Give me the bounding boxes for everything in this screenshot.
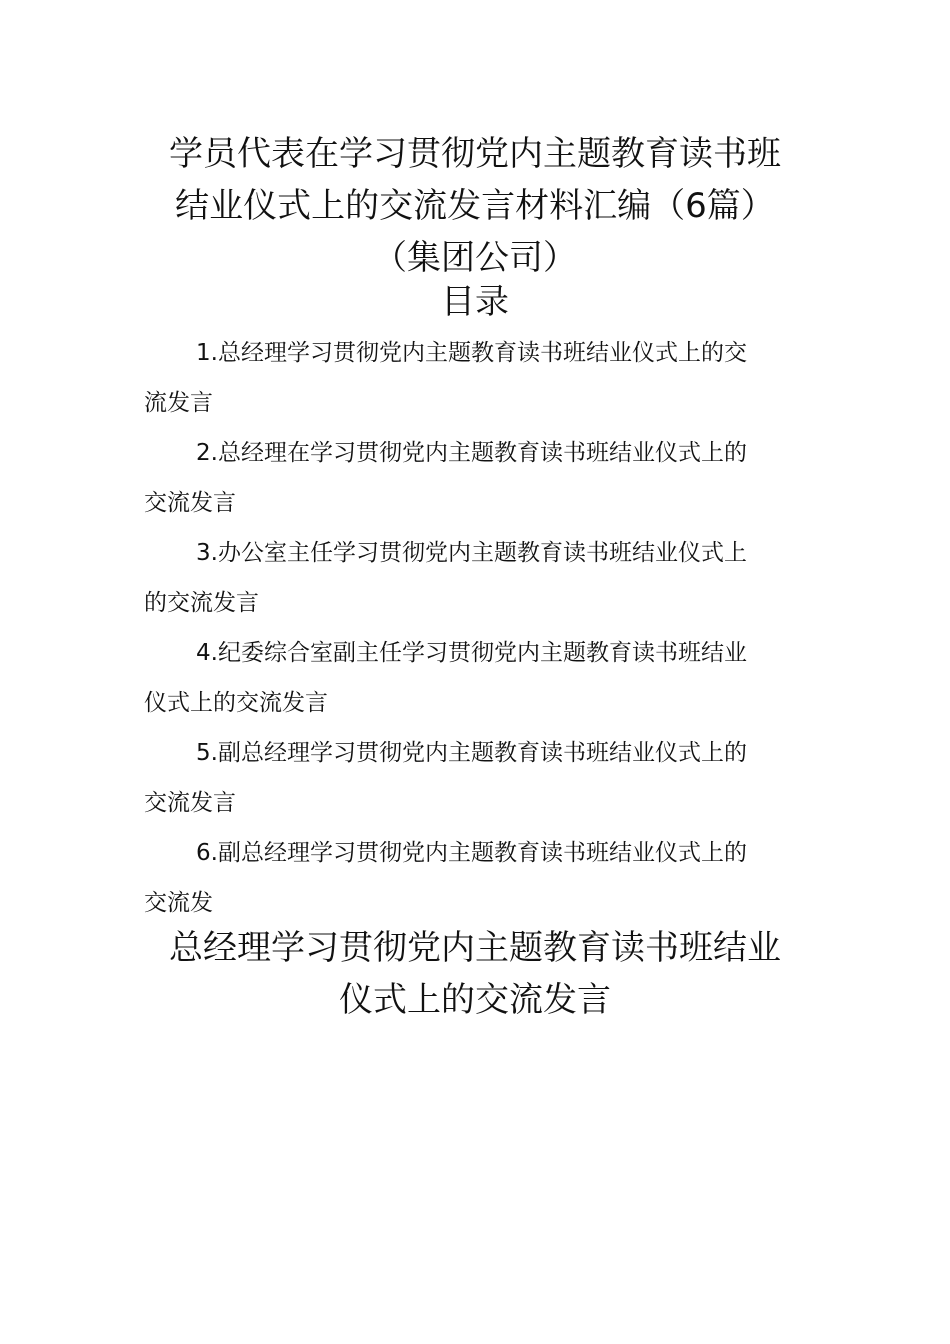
document-title-line-2: 结业仪式上的交流发言材料汇编（6篇） bbox=[175, 186, 775, 226]
toc-item-text-continued: 交流发言 bbox=[144, 790, 236, 816]
toc-item-2[interactable] bbox=[144, 428, 814, 528]
toc-item-6[interactable] bbox=[144, 828, 814, 928]
section-title-line-1: 总经理学习贯彻党内主题教育读书班结业 bbox=[169, 928, 781, 968]
toc-item-text: 1.总经理学习贯彻党内主题教育读书班结业仪式上的交 bbox=[196, 340, 747, 366]
toc-item-text: 2.总经理在学习贯彻党内主题教育读书班结业仪式上的 bbox=[196, 440, 747, 466]
section-title-line-2: 仪式上的交流发言 bbox=[339, 980, 611, 1020]
document-title-line-1: 学员代表在学习贯彻党内主题教育读书班 bbox=[169, 134, 781, 174]
document-title-line-3: （集团公司） bbox=[373, 238, 577, 278]
toc-item-text: 5.副总经理学习贯彻党内主题教育读书班结业仪式上的 bbox=[196, 740, 747, 766]
toc-item-text: 6.副总经理学习贯彻党内主题教育读书班结业仪式上的 bbox=[196, 840, 747, 866]
toc-item-text-continued: 交流发言 bbox=[144, 490, 236, 516]
toc-item-text-continued: 交流发 bbox=[144, 890, 213, 916]
table-of-contents bbox=[144, 328, 814, 928]
section-title bbox=[120, 922, 830, 1026]
toc-item-text-continued: 流发言 bbox=[144, 390, 213, 416]
toc-item-5[interactable] bbox=[144, 728, 814, 828]
toc-item-1[interactable] bbox=[144, 328, 814, 428]
toc-item-text-continued: 仪式上的交流发言 bbox=[144, 690, 328, 716]
toc-item-text: 4.纪委综合室副主任学习贯彻党内主题教育读书班结业 bbox=[196, 640, 747, 666]
toc-heading: 目录 bbox=[441, 282, 509, 322]
toc-item-text: 3.办公室主任学习贯彻党内主题教育读书班结业仪式上 bbox=[196, 540, 747, 566]
document-title bbox=[120, 128, 830, 284]
toc-item-3[interactable] bbox=[144, 528, 814, 628]
toc-item-text-continued: 的交流发言 bbox=[144, 590, 259, 616]
toc-item-4[interactable] bbox=[144, 628, 814, 728]
